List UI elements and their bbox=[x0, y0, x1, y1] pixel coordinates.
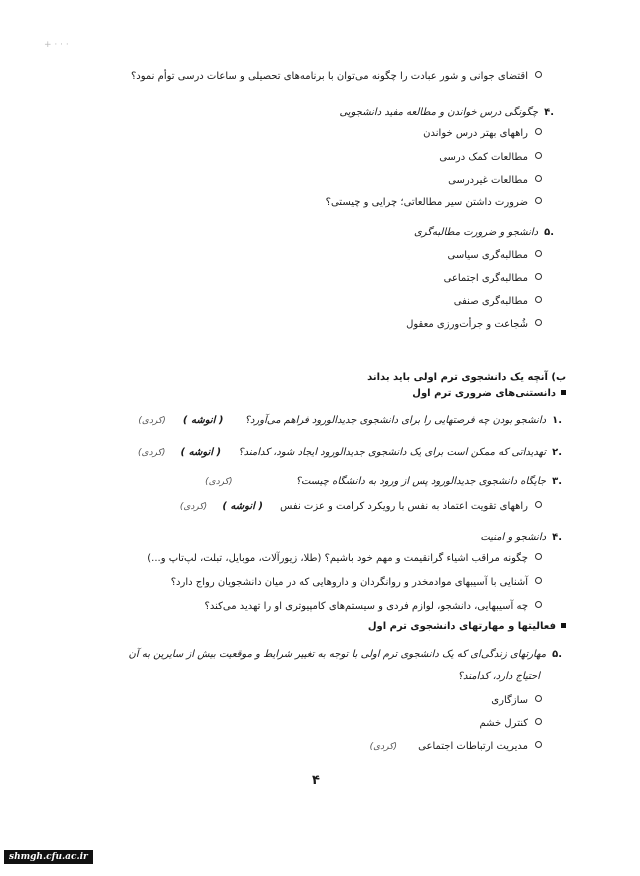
bullet-icon bbox=[535, 553, 542, 560]
list-item: کنترل خشم bbox=[479, 717, 542, 731]
subsection-title: فعالیتها و مهارتهای دانشجوی ترم اول bbox=[368, 620, 566, 634]
list-item: شُجاعت و جرأت‌ورزی معقول bbox=[406, 318, 542, 332]
author-tag: ( انوشه ) bbox=[222, 501, 263, 512]
square-bullet-icon bbox=[561, 390, 566, 395]
list-item: چگونه مراقب اشیاء گرانقیمت و مهم خود باشیم؟ (طلا، زیورآلات، موبایل، تبلت، لپ‌تاپ و...) bbox=[147, 552, 542, 566]
list-item: مطالبه‌گری سیاسی bbox=[448, 249, 542, 263]
bullet-icon bbox=[535, 296, 542, 303]
scan-mark: + · · · bbox=[44, 40, 69, 50]
author-tag: (کردی) bbox=[369, 742, 397, 752]
section-heading-5: .۵دانشجو و ضرورت مطالبه‌گری bbox=[413, 227, 554, 238]
list-item: راههای بهتر درس خواندن bbox=[423, 127, 542, 141]
website-watermark: shmgh.cfu.ac.ir bbox=[4, 850, 93, 864]
bullet-icon bbox=[535, 128, 542, 135]
author-tag: (کردی) bbox=[138, 448, 166, 458]
question-4: .۴دانشجو و امنیت bbox=[480, 532, 562, 543]
bullet-icon bbox=[535, 71, 542, 78]
bullet-icon bbox=[535, 601, 542, 608]
author-tag: (کردی) bbox=[138, 416, 166, 426]
square-bullet-icon bbox=[561, 623, 566, 628]
bullet-icon bbox=[535, 741, 542, 748]
list-item: اقتضای جوانی و شور عبادت را چگونه می‌توان با برنامه‌های تحصیلی و ساعات درسی توأم نمود؟ bbox=[131, 70, 542, 84]
list-item: مطالبه‌گری صنفی bbox=[454, 295, 542, 309]
list-item: ضرورت داشتن سیر مطالعاتی؛ چرایی و چیستی؟ bbox=[326, 196, 542, 210]
bullet-icon bbox=[535, 273, 542, 280]
list-item: چه آسیبهایی، دانشجو، لوازم فردی و سیستم‌های کامپیوتری او را تهدید می‌کند؟ bbox=[205, 600, 542, 614]
section-b-title: ب) آنچه یک دانشجوی ترم اولی باید بداند bbox=[367, 372, 566, 383]
question-5: .۵مهارتهای زندگی‌ای که یک دانشجوی ترم اولی با توجه به تغییر شرایط و موقعیت بیش از سایرین به آن bbox=[128, 649, 562, 660]
list-item: مطالبه‌گری اجتماعی bbox=[444, 272, 542, 286]
author-tag: (کردی) bbox=[179, 502, 208, 512]
list-item: مطالعات کمک درسی bbox=[439, 151, 542, 165]
question-2: .۲تهدیداتی که ممکن است برای یک دانشجوی جدیدالورود ایجاد شود، کدامند؟ ( انوشه ) (کردی) bbox=[138, 447, 562, 458]
page-number: ۴ bbox=[312, 773, 320, 788]
bullet-icon bbox=[535, 197, 542, 204]
bullet-icon bbox=[535, 718, 542, 725]
list-item: مدیریت ارتباطات اجتماعی (کردی) bbox=[370, 740, 542, 754]
subsection-title: دانستنی‌های ضروری ترم اول bbox=[412, 387, 566, 401]
list-item: راههای تقویت اعتماد به نفس با رویکرد کرامت و عزت نفس ( انوشه ) (کردی) bbox=[180, 500, 542, 514]
list-item: مطالعات غیردرسی bbox=[448, 174, 542, 188]
bullet-icon bbox=[535, 175, 542, 182]
section-heading-4: .۴چگونگی درس خواندن و مطالعه مفید دانشجویی bbox=[339, 107, 554, 118]
author-tag: ( انوشه ) bbox=[180, 447, 222, 458]
bullet-icon bbox=[535, 501, 542, 508]
bullet-icon bbox=[535, 319, 542, 326]
list-item: آشنایی با آسیبهای موادمخدر و روانگردان و داروهایی که در میان دانشجویان رواج دارد؟ bbox=[171, 576, 542, 590]
author-tag: ( انوشه ) bbox=[182, 415, 224, 426]
author-tag: (کردی) bbox=[205, 477, 233, 487]
bullet-icon bbox=[535, 577, 542, 584]
bullet-icon bbox=[535, 152, 542, 159]
question-5-continued: احتیاج دارد، کدامند؟ bbox=[457, 671, 540, 682]
list-item: سازگاری bbox=[491, 694, 542, 708]
question-3: .۳جایگاه دانشجوی جدیدالورود پس از ورود به دانشگاه چیست؟ (کردی) bbox=[205, 476, 562, 487]
bullet-icon bbox=[535, 695, 542, 702]
question-1: .۱دانشجو بودن چه فرصتهایی را برای دانشجوی جدیدالورود فراهم می‌آورد؟ ( انوشه ) (کردی) bbox=[138, 415, 562, 426]
bullet-icon bbox=[535, 250, 542, 257]
